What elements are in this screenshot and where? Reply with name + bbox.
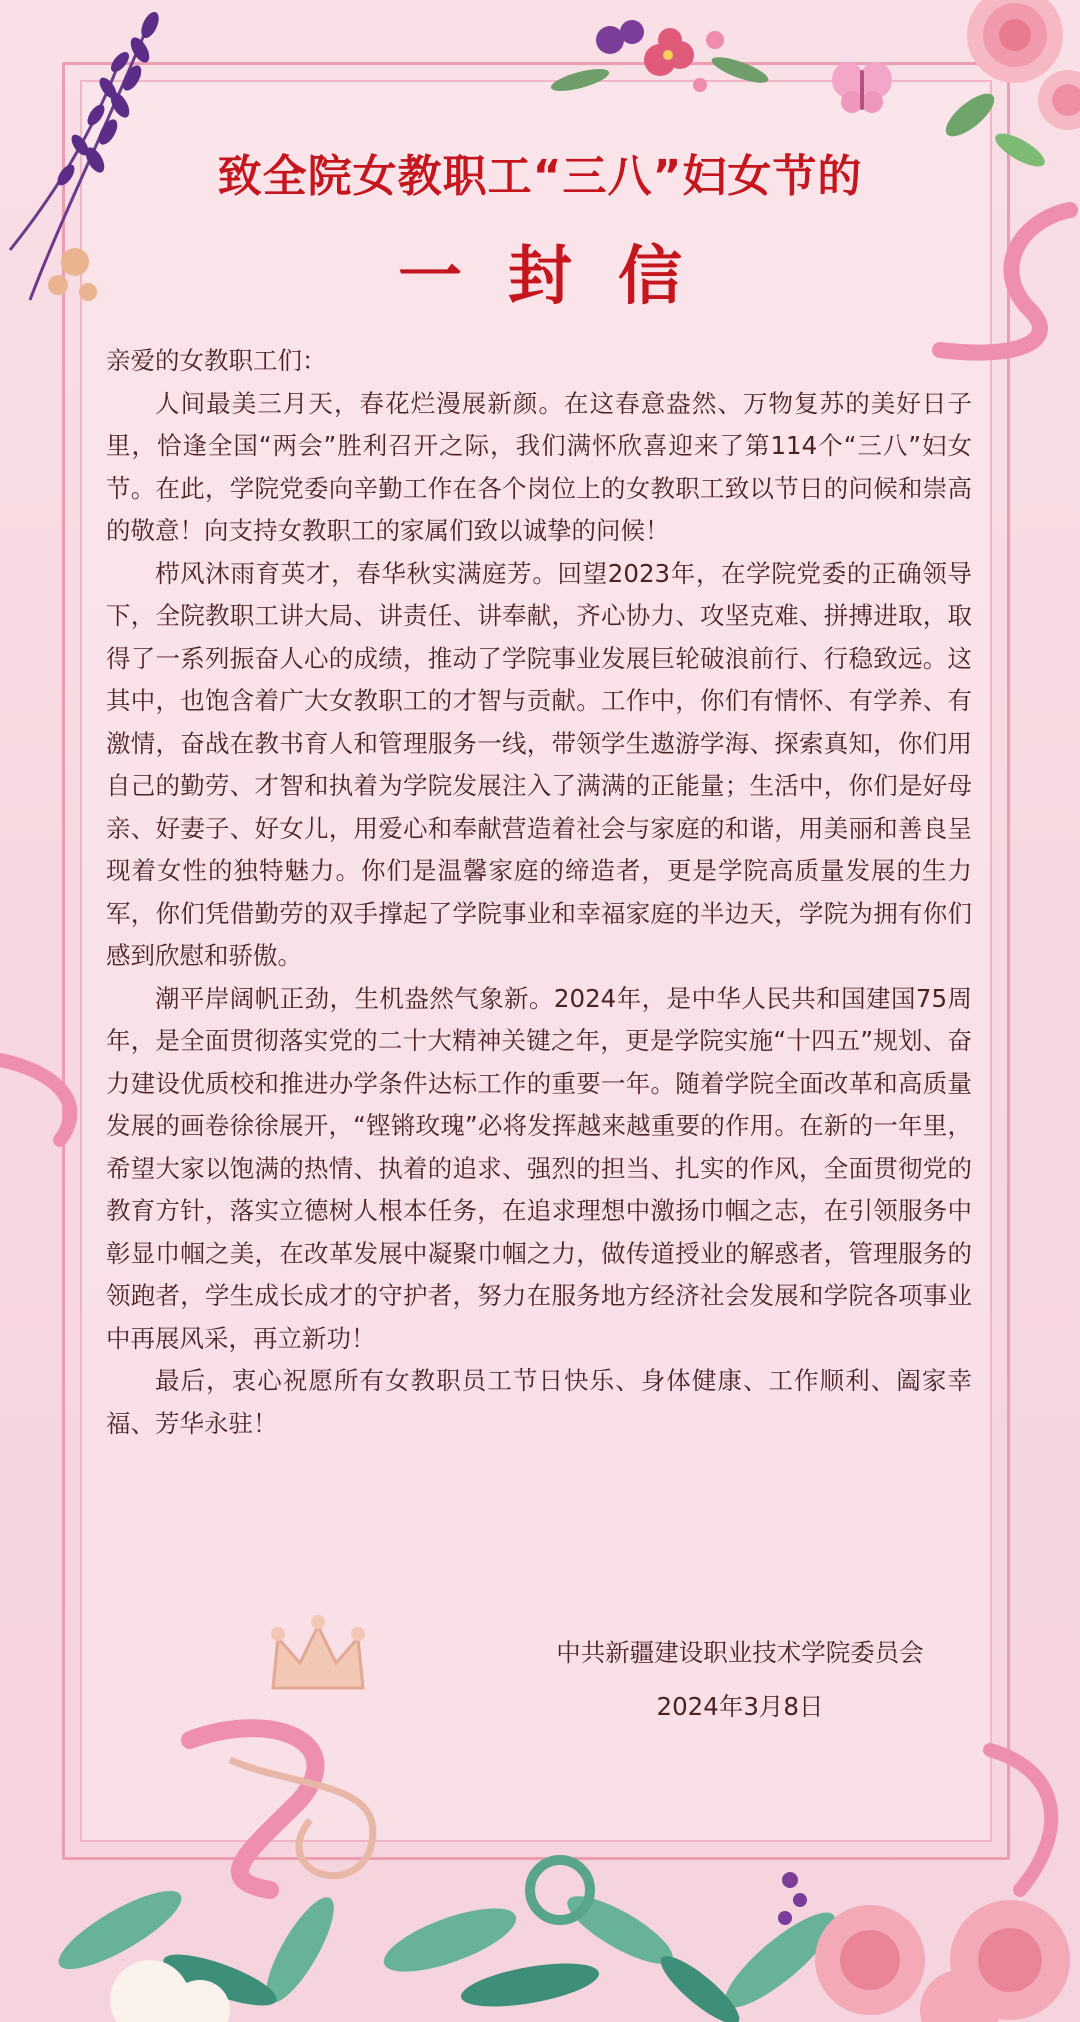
bottom-foliage-icon	[0, 1810, 1080, 2022]
butterfly-icon	[828, 58, 898, 118]
letter-date: 2024年3月8日	[656, 1692, 824, 1721]
pink-ribbon-icon	[0, 1040, 110, 1150]
letter-subtitle: 一封信	[398, 239, 728, 314]
crown-icon	[258, 1608, 378, 1708]
paragraph: 人间最美三月天，春花烂漫展新颜。在这春意盎然、万物复苏的美好日子里，恰逢全国“两会”胜利召开之际，我们满怀欣喜迎来了第114个“三八”妇女节。在此，学院党委向辛勤工作在各个岗位上的女教职工致以节日的问候和崇高的敬意！向支持女教职工的家属们致以诚挚的问候！	[106, 388, 972, 545]
letter-title: 致全院女教职工“三八”妇女节的	[217, 151, 863, 202]
flower-cluster-icon	[540, 0, 800, 110]
paragraph: 潮平岸阔帆正劲，生机盎然气象新。2024年，是中华人民共和国建国75周年，是全面贯彻落实党的二十大精神关键之年，更是学院实施“十四五”规划、奋力建设优质校和推进办学条件达标工作的重要一年。随着学院全面改革和高质量发展的画卷徐徐展开，“铿锵玫瑰”必将发挥越来越重要的作用。在新的一年里，希望大家以饱满的热情、执着的追求、强烈的担当、扎实的作风，全面贯彻党的教育方针，落实立德树人根本任务，在追求理想中激扬巾帼之志，在引领服务中彰显巾帼之美，在改革发展中凝聚巾帼之力，做传道授业的解惑者，管理服务的领跑者，学生成长成才的守护者，努力在服务地方经济社会发展和学院各项事业中再展风采，再立新功！	[106, 983, 972, 1353]
signature: 中共新疆建设职业技术学院委员会	[556, 1638, 924, 1667]
letter-body	[106, 340, 972, 1445]
paragraph: 栉风沐雨育英才，春华秋实满庭芳。回望2023年，在学院党委的正确领导下，全院教职工讲大局、讲责任、讲奉献，齐心协力、攻坚克难、拼搏进取，取得了一系列振奋人心的成绩，推动了学院事业发展巨轮破浪前行、行稳致远。这其中，也饱含着广大女教职工的才智与贡献。工作中，你们有情怀、有学养、有激情，奋战在教书育人和管理服务一线，带领学生遨游学海、探索真知，你们用自己的勤劳、才智和执着为学院发展注入了满满的正能量；生活中，你们是好母亲、好妻子、好女儿，用爱心和奉献营造着社会与家庭的和谐，用美丽和善良呈现着女性的独特魅力。你们是温馨家庭的缔造者，更是学院高质量发展的生力军，你们凭借勤劳的双手撑起了学院事业和幸福家庭的半边天，学院为拥有你们感到欣慰和骄傲。	[106, 558, 972, 970]
paragraph: 最后，衷心祝愿所有女教职员工节日快乐、身体健康、工作顺利、阖家幸福、芳华永驻！	[106, 1366, 972, 1438]
salutation: 亲爱的女教职工们：	[106, 346, 327, 375]
